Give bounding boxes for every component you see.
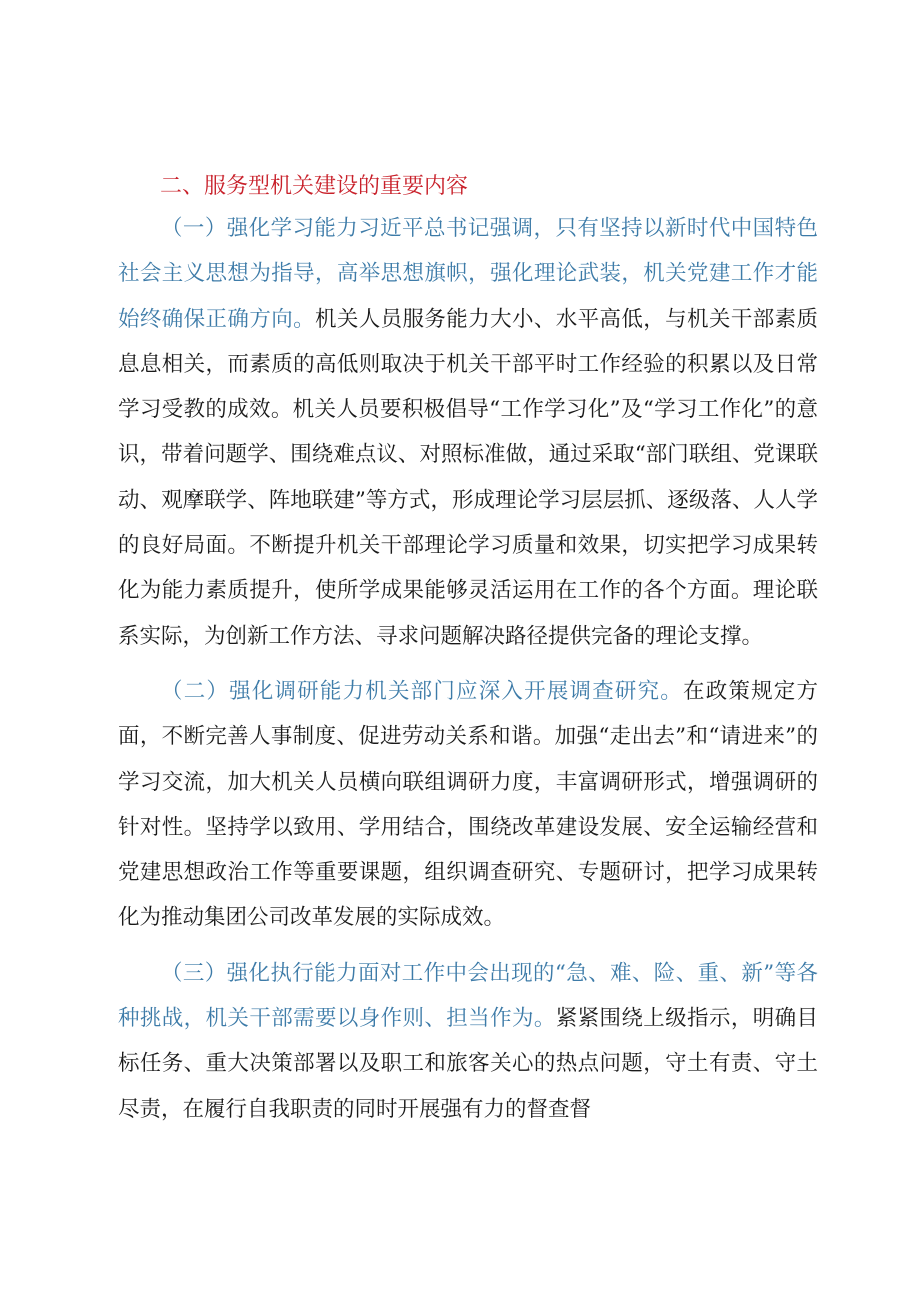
paragraph-lead: （一）强化学习能力习近平总书记强调，只有坚持以新时代中国特色社会主义思想为指导，高举思想旗帜，强化理论武装，机关党建工作才能始终确保正确方向。 [118,216,818,332]
paragraph-body: 紧紧围绕上级指示，明确目标任务、重大决策部署以及职工和旅客关心的热点问题，守土有责、守土尽责，在履行自我职责的同时开展强有力的督查督 [118,1006,818,1122]
paragraph-execution [118,951,818,1132]
paragraph-body: 机关人员服务能力大小、水平高低，与机关干部素质息息相关，而素质的高低则取决于机关干部平时工作经验的积累以及日常学习受教的成效。机关人员要积极倡导“工作学习化”及“学习工作化”的意识，带着问题学、围绕难点议、对照标准做，通过采取“部门联组、党课联动、观摩联学、阵地联建”等方式，形成理论学习层层抓、逐级落、人人学的良好局面。不断提升机关干部理论学习质量和效果，切实把学习成果转化为能力素质提升，使所学成果能够灵活运用在工作的各个方面。理论联系实际，为创新工作方法、寻求问题解决路径提供完备的理论支撑。 [118,306,818,649]
section-heading: 二、服务型机关建设的重要内容 [160,174,469,199]
paragraph-lead: （三）强化执行能力面对工作中会出现的“急、难、险、重、新”等各种挑战，机关干部需要以身作则、担当作为。 [118,960,818,1032]
paragraph-lead: （二）强化调研能力机关部门应深入开展调查研究。 [161,678,683,704]
document-content [118,168,818,1132]
paragraph-body: 在政策规定方面，不断完善人事制度、促进劳动关系和谐。加强“走出去”和“请进来”的学习交流，加大机关人员横向联组调研力度，丰富调研形式，增强调研的针对性。坚持学以致用、学用结合，围绕改革建设发展、安全运输经营和党建思想政治工作等重要课题，组织调查研究、专题研讨，把学习成果转化为推动集团公司改革发展的实际成效。 [118,678,818,931]
paragraph-study [118,206,818,659]
paragraph-research [118,669,818,941]
